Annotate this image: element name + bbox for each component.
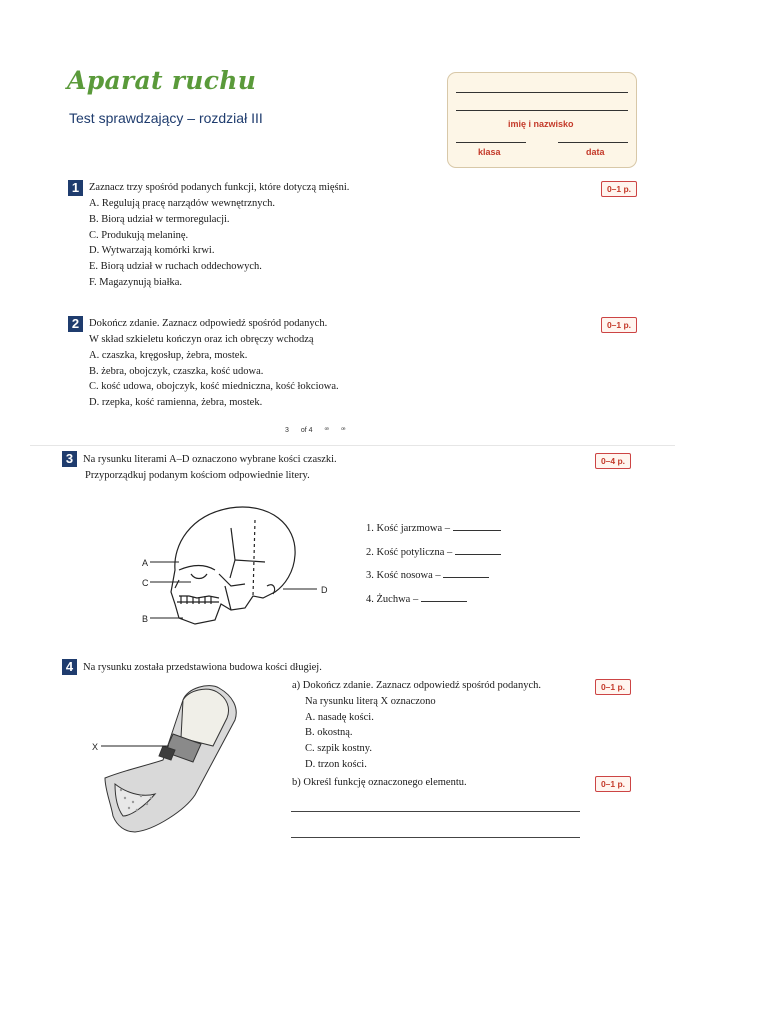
current-page: 3 [285, 427, 289, 434]
option-text: żebra, obojczyk, czaszka, kość udowa. [101, 365, 264, 377]
option-letter: D. [305, 758, 316, 770]
option-d[interactable] [89, 395, 339, 411]
option-letter: B. [89, 213, 99, 225]
question-1-score: 0–1 p. [601, 181, 637, 197]
option-letter: C. [305, 743, 315, 755]
date-line [558, 142, 628, 143]
question-4a-score: 0–1 p. [595, 679, 631, 695]
question-number-2: 2 [68, 316, 83, 332]
option-text: okostną. [317, 727, 353, 739]
answer-blank[interactable] [455, 545, 501, 555]
question-number-1: 1 [68, 180, 83, 196]
option-c[interactable] [89, 379, 339, 395]
option-letter: B. [305, 727, 315, 739]
answer-blank[interactable] [453, 521, 501, 531]
question-4-prompt: Na rysunku została przedstawiona budowa kości długiej. [83, 662, 322, 673]
match-item-text: 2. Kość potyliczna – [366, 546, 453, 558]
option-f[interactable] [89, 275, 275, 291]
option-text: Produkują melaninę. [101, 229, 189, 241]
name-label: imię i nazwisko [508, 119, 574, 129]
question-2-stem: W skład szkieletu kończyn oraz ich obręczy wchodzą [89, 334, 314, 345]
option-letter: F. [89, 276, 97, 288]
option-b[interactable] [292, 725, 541, 741]
question-2-prompt: Dokończ zdanie. Zaznacz odpowiedź spośród podanych. [89, 318, 328, 329]
name-line-2 [456, 110, 628, 111]
question-number-3: 3 [62, 451, 77, 467]
match-item-text: 1. Kość jarzmowa – [366, 523, 450, 534]
match-item-1 [366, 517, 501, 541]
option-text: czaszka, kręgosłup, żebra, mostek. [101, 349, 248, 361]
question-number-4: 4 [62, 659, 77, 675]
page-navigation [285, 426, 355, 434]
question-4a [292, 678, 541, 773]
question-2-options [89, 332, 339, 411]
option-a[interactable] [292, 710, 541, 726]
date-label: data [586, 147, 605, 157]
option-letter: D. [89, 245, 100, 257]
option-text: Magazynują białka. [99, 276, 183, 288]
answer-line-1[interactable] [291, 811, 580, 812]
option-text: nasadę kości. [317, 711, 374, 723]
option-b[interactable] [89, 212, 275, 228]
match-item-2 [366, 541, 501, 565]
total-pages: of 4 [300, 427, 313, 434]
match-item-3 [366, 564, 501, 588]
class-line [456, 142, 526, 143]
option-text: szpik kostny. [317, 743, 373, 755]
question-4a-prompt: a) Dokończ zdanie. Zaznacz odpowiedź spośród podanych. [292, 680, 541, 691]
option-d[interactable] [292, 757, 541, 773]
option-letter: C. [89, 381, 99, 393]
prev-page-icon[interactable]: ꟹ [324, 427, 330, 434]
match-item-4 [366, 588, 501, 612]
option-text: Biorą udział w ruchach oddechowych. [100, 261, 262, 273]
name-line-1 [456, 92, 628, 93]
question-3-score: 0–4 p. [595, 453, 631, 469]
option-text: kość udowa, obojczyk, kość miedniczna, kość łokciowa. [101, 381, 339, 393]
question-4b-prompt: b) Określ funkcję oznaczonego elementu. [292, 777, 467, 788]
match-item-text: 3. Kość nosowa – [366, 570, 441, 581]
option-text: trzon kości. [317, 758, 367, 770]
option-a[interactable] [89, 196, 275, 212]
bone-label-x: X [92, 742, 99, 752]
page-subtitle: Test sprawdzający – rozdział III [69, 110, 263, 126]
question-4b-score: 0–1 p. [595, 776, 631, 792]
option-letter: E. [89, 261, 99, 273]
answer-blank[interactable] [421, 592, 467, 602]
option-a[interactable] [89, 348, 339, 364]
match-item-text: 4. Żuchwa – [366, 593, 419, 605]
option-c[interactable] [89, 228, 275, 244]
answer-line-2[interactable] [291, 837, 580, 838]
option-b[interactable] [89, 364, 339, 380]
question-1-options [89, 196, 275, 291]
question-1-prompt: Zaznacz trzy spośród podanych funkcji, które dotyczą mięśni. [89, 182, 350, 193]
option-c[interactable] [292, 741, 541, 757]
student-info-box [447, 72, 637, 168]
option-letter: A. [305, 711, 316, 723]
long-bone-illustration [85, 680, 255, 840]
skull-illustration [135, 500, 345, 635]
option-letter: C. [89, 229, 99, 241]
class-label: klasa [478, 147, 501, 157]
option-text: Biorą udział w termoregulacji. [101, 213, 230, 225]
question-3-prompt-line-1: Na rysunku literami A–D oznaczono wybrane kości czaszki. [83, 454, 337, 465]
skull-label-b: B [142, 614, 149, 624]
question-3-prompt [83, 452, 337, 484]
page-title: Aparat ruchu [67, 66, 257, 95]
question-3-prompt-line-2: Przyporządkuj podanym kościom odpowiednie litery. [85, 469, 310, 481]
question-2-score: 0–1 p. [601, 317, 637, 333]
option-e[interactable] [89, 259, 275, 275]
option-letter: A. [89, 198, 100, 209]
option-letter: A. [89, 349, 100, 361]
question-3-matching [366, 517, 501, 611]
option-letter: D. [89, 397, 100, 409]
option-text: Wytwarzają komórki krwi. [101, 245, 215, 257]
page-separator [30, 445, 675, 446]
option-d[interactable] [89, 243, 275, 259]
question-4a-stem: Na rysunku literą X oznaczono [305, 695, 436, 707]
option-text: Regulują pracę narządów wewnętrznych. [101, 198, 276, 209]
option-letter: B. [89, 365, 99, 377]
skull-label-c: C [142, 578, 149, 588]
skull-label-d: D [321, 585, 328, 595]
answer-blank[interactable] [443, 568, 489, 578]
option-text: rzepka, kość ramienna, żebra, mostek. [101, 397, 263, 409]
next-page-icon[interactable]: ꟹ [340, 427, 346, 434]
skull-label-a: A [142, 558, 149, 568]
